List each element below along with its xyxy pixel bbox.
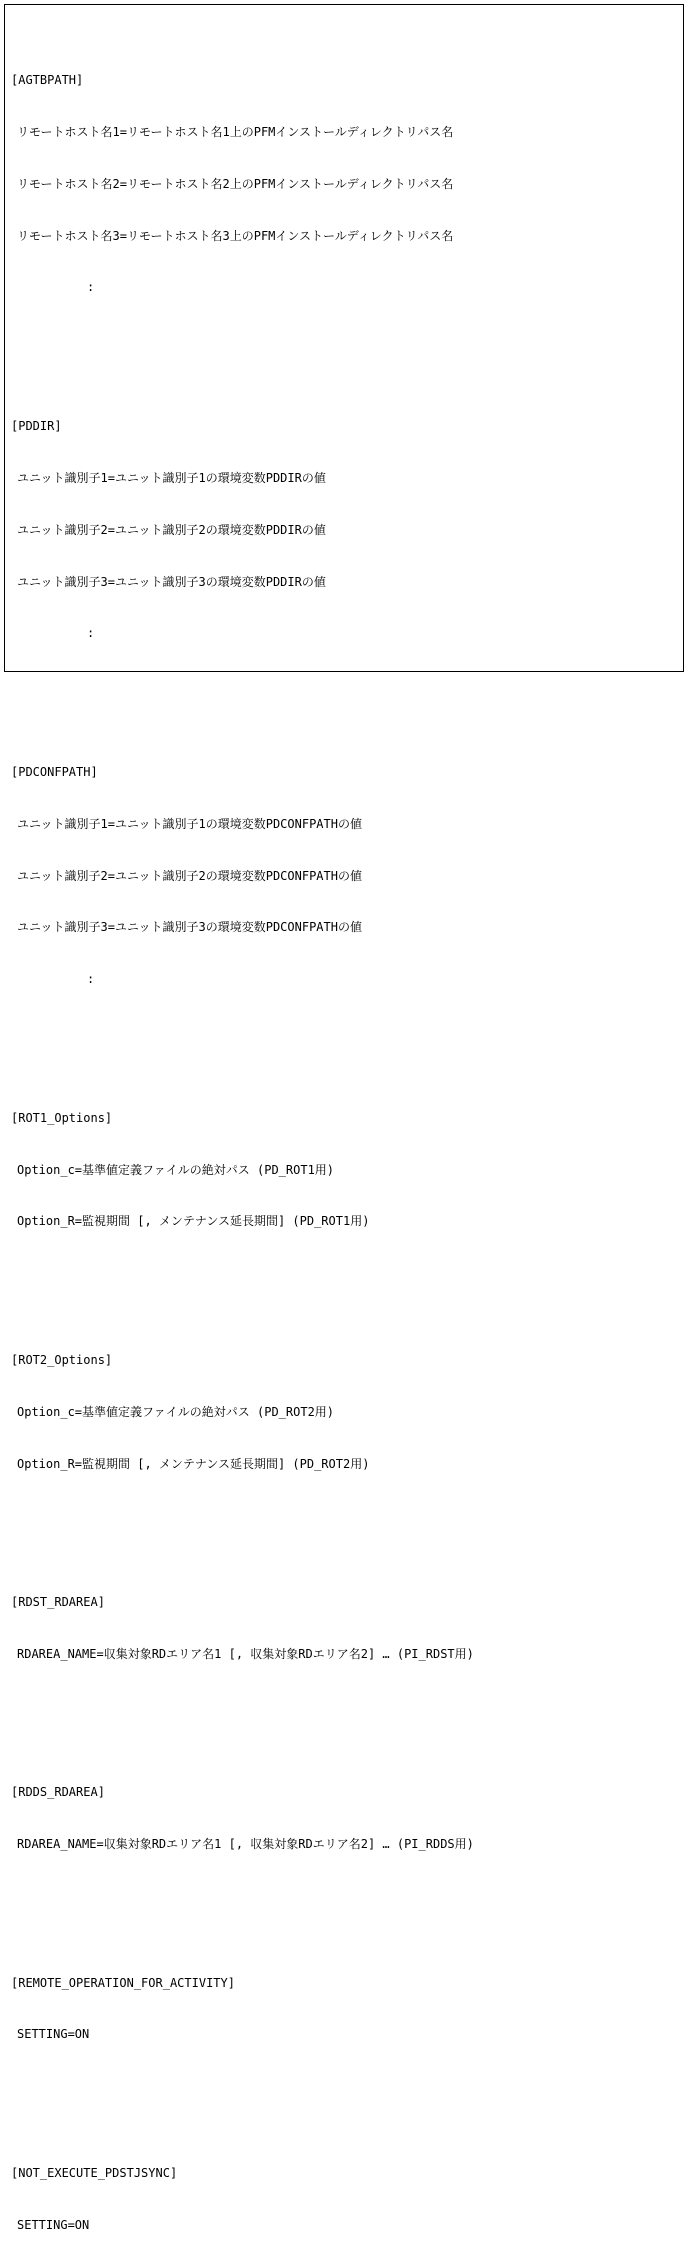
continuation-mark: : xyxy=(87,972,95,987)
section-header: [RDST_RDAREA] xyxy=(11,1595,105,1610)
config-line: RDAREA_NAME=収集対象RDエリア名1 [, 収集対象RDエリア名2] … (PI_RDDS用) xyxy=(17,1837,474,1852)
config-line: ユニット識別子1=ユニット識別子1の環境変数PDDIRの値 xyxy=(17,470,326,485)
config-line: RDAREA_NAME=収集対象RDエリア名1 [, 収集対象RDエリア名2] … (PI_RDST用) xyxy=(17,1646,474,1661)
config-line: SETTING=ON xyxy=(17,2217,90,2232)
config-line: ユニット識別子1=ユニット識別子1の環境変数PDCONFPATHの値 xyxy=(17,816,362,831)
section-header: [REMOTE_OPERATION_FOR_ACTIVITY] xyxy=(11,1975,235,1990)
section-header: [RDDS_RDAREA] xyxy=(11,1785,105,1800)
config-line: ユニット識別子2=ユニット識別子2の環境変数PDDIRの値 xyxy=(17,522,326,537)
config-line: Option_c=基準値定義ファイルの絶対パス (PD_ROT1用) xyxy=(17,1162,335,1177)
section-header: [AGTBPATH] xyxy=(11,72,84,87)
section-header: [PDDIR] xyxy=(11,418,62,433)
config-line: リモートホスト名1=リモートホスト名1上のPFMインストールディレクトリパス名 xyxy=(17,124,454,139)
section-header: [ROT1_Options] xyxy=(11,1110,113,1125)
continuation-mark: : xyxy=(87,626,95,641)
config-line: ユニット識別子3=ユニット識別子3の環境変数PDDIRの値 xyxy=(17,574,326,589)
config-line: ユニット識別子3=ユニット識別子3の環境変数PDCONFPATHの値 xyxy=(17,920,362,935)
section-header: [NOT_EXECUTE_PDSTJSYNC] xyxy=(11,2165,178,2180)
config-line: リモートホスト名3=リモートホスト名3上のPFMインストールディレクトリパス名 xyxy=(17,228,454,243)
config-line: Option_c=基準値定義ファイルの絶対パス (PD_ROT2用) xyxy=(17,1404,335,1419)
config-line: Option_R=監視期間 [, メンテナンス延長期間] (PD_ROT2用) xyxy=(17,1456,370,1471)
continuation-mark: : xyxy=(87,280,95,295)
config-line: ユニット識別子2=ユニット識別子2の環境変数PDCONFPATHの値 xyxy=(17,868,362,883)
section-header: [PDCONFPATH] xyxy=(11,764,98,779)
config-line: SETTING=ON xyxy=(17,2027,90,2042)
section-header: [ROT2_Options] xyxy=(11,1352,113,1367)
config-text xyxy=(11,20,474,2251)
config-line: Option_R=監視期間 [, メンテナンス延長期間] (PD_ROT1用) xyxy=(17,1214,370,1229)
config-line: リモートホスト名2=リモートホスト名2上のPFMインストールディレクトリパス名 xyxy=(17,176,454,191)
